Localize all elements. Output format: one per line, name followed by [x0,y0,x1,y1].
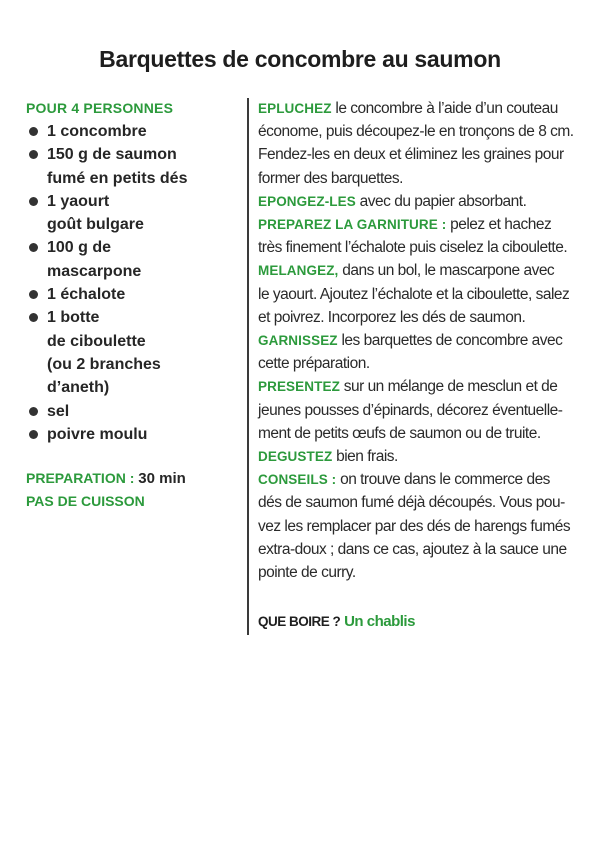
servings-heading: POUR 4 PERSONNES [26,100,174,116]
step-text: les barquettes de concombre avec [337,332,563,350]
instructions-column [258,97,588,633]
ingredient-text: fumé en petits dés [47,169,188,187]
instruction-step [258,259,588,329]
step-text: vez les remplacer par des dés de harengs fumés [258,517,571,535]
ingredient-item [26,400,241,423]
bullet-icon [29,127,38,136]
ingredients-column [26,100,241,512]
ingredient-item [26,120,241,143]
step-keyword: MELANGEZ, [258,263,339,279]
bullet-icon [29,197,38,206]
ingredient-text: 150 g de saumon [47,146,177,164]
step-text: pointe de curry. [258,564,356,582]
instruction-step [258,468,588,584]
bullet-icon [29,313,38,322]
bullet-icon [29,290,38,299]
instruction-step [258,375,588,445]
instruction-step [258,445,588,468]
bullet-icon [29,150,38,159]
ingredient-text: 1 échalote [47,286,126,304]
prep-info [26,467,241,512]
step-text: avec du papier absorbant. [355,192,527,210]
step-text: dans un bol, le mascarpone avec [338,262,555,280]
step-text: bien frais. [332,448,398,466]
ingredient-text: 1 botte [47,309,100,327]
step-text: cette préparation. [258,355,370,373]
step-text: pelez et hachez [446,216,552,234]
ingredient-text: 1 yaourt [47,192,110,210]
step-keyword: PRESENTEZ [258,379,340,395]
ingredient-text: sel [47,402,70,420]
step-list [258,97,588,584]
drink-answer: Un chablis [344,613,415,631]
cooking-info: PAS DE CUISSON [26,493,145,510]
ingredient-item [26,236,241,283]
step-text: sur un mélange de mesclun et de [339,378,558,396]
preparation-label: PREPARATION : [26,470,135,487]
step-keyword: EPONGEZ-LES [258,193,356,209]
ingredient-item [26,283,241,306]
instruction-step [258,329,588,375]
column-divider [247,98,249,635]
recipe-title: Barquettes de concombre au saumon [99,46,501,72]
step-keyword: GARNISSEZ [258,333,338,349]
bullet-icon [29,407,38,416]
step-text: jeunes pousses d’épinards, décorez éventuelle- [258,401,563,419]
step-keyword: PREPAREZ LA GARNITURE : [258,217,447,233]
step-text: former des barquettes. [258,169,403,187]
preparation-time [26,467,241,490]
ingredient-text: goût bulgare [47,216,144,234]
bullet-icon [29,243,38,252]
ingredient-text: 1 concombre [47,123,147,140]
ingredient-text: de ciboulette [47,332,146,350]
step-keyword: CONSEILS : [258,472,337,488]
step-text: très finement l’échalote puis ciselez la ciboulette. [258,239,568,257]
instruction-step [258,190,588,213]
ingredient-text: (ou 2 branches [47,355,161,373]
instruction-step [258,97,588,190]
step-keyword: EPLUCHEZ [258,101,332,116]
drink-question: QUE BOIRE ? [258,614,341,630]
step-text: économe, puis découpez-le en tronçons de 8 cm. [258,123,574,141]
ingredient-item [26,143,241,190]
step-text: le yaourt. Ajoutez l’échalote et la ciboulette, salez [258,285,570,303]
ingredient-text: d’aneth) [47,379,110,397]
drink-suggestion [258,610,588,633]
step-text: le concombre à l’aide d’un couteau [331,100,558,117]
step-text: extra-doux ; dans ce cas, ajoutez à la sauce une [258,540,567,558]
ingredient-text: poivre moulu [47,425,148,443]
step-text: on trouve dans le commerce des [336,471,550,489]
step-text: ment de petits œufs de saumon ou de truite. [258,424,541,442]
step-text: et poivrez. Incorporez les dés de saumon. [258,308,526,326]
ingredient-item [26,190,241,237]
ingredient-item [26,423,241,446]
step-text: Fendez-les en deux et éliminez les graines pour [258,146,564,164]
preparation-value: 30 min [138,470,186,488]
ingredient-text: 100 g de [47,239,112,257]
instruction-step [258,213,588,259]
bullet-icon [29,430,38,439]
ingredient-item [26,306,241,399]
step-text: dés de saumon fumé déjà découpés. Vous pou- [258,494,565,512]
ingredient-list [26,120,241,446]
ingredient-text: mascarpone [47,262,142,280]
step-keyword: DEGUSTEZ [258,449,333,465]
